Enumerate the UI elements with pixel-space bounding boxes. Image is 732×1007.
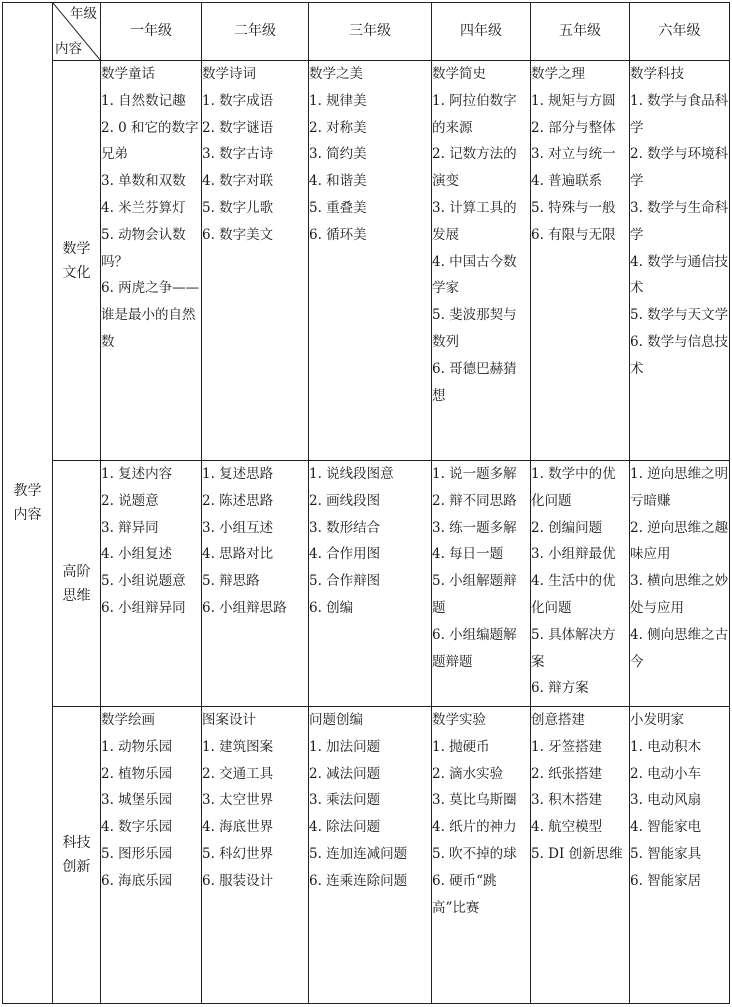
list-item: 1. 自然数记趣 xyxy=(101,92,186,109)
list-item: 4. 生活中的优化问题 xyxy=(531,573,616,616)
list-item: 5. 小组解题辩题 xyxy=(432,573,517,616)
grade-header-6: 六年级 xyxy=(630,3,730,61)
list-item: 6. 哥德巴赫猜想 xyxy=(432,360,517,404)
list-item: 2. 创编问题 xyxy=(531,519,603,536)
list-item: 5. 特殊与一般 xyxy=(531,199,616,216)
math-culture-row xyxy=(3,61,730,461)
cell-item-list xyxy=(432,88,530,410)
list-item: 3. 莫比乌斯圈 xyxy=(432,792,517,809)
grade-header-4: 四年级 xyxy=(432,3,531,61)
list-item: 6. 辩方案 xyxy=(531,680,589,697)
cell-item-list xyxy=(630,88,729,383)
list-item: 6. 服装设计 xyxy=(202,872,274,889)
list-item: 4. 数字乐园 xyxy=(101,819,173,836)
list-item: 4. 中国古今数学家 xyxy=(432,253,517,297)
teaching-content-label xyxy=(3,3,53,1004)
list-item: 5. 动物会认数吗？ xyxy=(101,226,186,270)
content-cell-grade-5 xyxy=(531,461,630,707)
list-item: 4. 侧向思维之古今 xyxy=(630,626,729,670)
grade-header-5: 五年级 xyxy=(531,3,630,61)
content-cell-grade-6 xyxy=(630,61,730,461)
list-item: 3. 单数和双数 xyxy=(101,173,186,190)
list-item: 3. 辩异同 xyxy=(101,519,159,536)
cell-item-list xyxy=(202,734,308,895)
category-label: 高阶思维 xyxy=(62,563,91,604)
list-item: 3. 简约美 xyxy=(309,146,367,163)
list-item: 1. 电动积木 xyxy=(630,738,702,755)
list-item: 2. 滴水实验 xyxy=(432,765,504,782)
list-item: 4. 每日一题 xyxy=(432,546,504,563)
header-row xyxy=(3,3,730,61)
list-item: 6. 两虎之争——谁是最小的自然数 xyxy=(101,280,200,350)
list-item: 4. 合作用图 xyxy=(309,546,381,563)
cell-title: 数学简史 xyxy=(432,66,486,82)
list-item: 5. 图形乐园 xyxy=(101,845,173,862)
content-cell-grade-2 xyxy=(202,461,309,707)
list-item: 6. 有限与无限 xyxy=(531,226,616,243)
grade-header-3: 三年级 xyxy=(309,3,432,61)
list-item: 3. 小组互述 xyxy=(202,519,274,536)
content-cell-grade-4 xyxy=(432,461,531,707)
higher-thinking-row xyxy=(3,461,730,707)
list-item: 2. 0 和它的数字兄弟 xyxy=(101,119,199,163)
list-item: 1. 动物乐园 xyxy=(101,738,173,755)
list-item: 6. 数字美文 xyxy=(202,226,274,243)
list-item: 5. 数字儿歌 xyxy=(202,199,274,216)
corner-content-label: 内容 xyxy=(55,41,82,57)
cell-title: 问题创编 xyxy=(309,712,363,728)
list-item: 4. 除法问题 xyxy=(309,819,381,836)
list-item: 6. 数学与信息技术 xyxy=(630,333,729,377)
list-item: 4. 智能家电 xyxy=(630,819,702,836)
grade-header-1: 一年级 xyxy=(101,3,202,61)
list-item: 5. 重叠美 xyxy=(309,199,367,216)
cell-title: 数学绘画 xyxy=(101,712,155,728)
grade-header-2: 二年级 xyxy=(202,3,309,61)
list-item: 2. 减法问题 xyxy=(309,765,381,782)
list-item: 3. 数字古诗 xyxy=(202,146,274,163)
cell-item-list xyxy=(309,734,431,895)
list-item: 4. 思路对比 xyxy=(202,546,274,563)
list-item: 2. 植物乐园 xyxy=(101,765,173,782)
list-item: 5. 具体解决方案 xyxy=(531,626,616,670)
category-label-cell xyxy=(53,707,101,1004)
list-item: 5. 智能家具 xyxy=(630,845,702,862)
list-item: 3. 积木搭建 xyxy=(531,792,603,809)
list-item: 6. 智能家居 xyxy=(630,872,702,889)
list-item: 2. 辩不同思路 xyxy=(432,492,517,509)
list-item: 6. 连乘连除问题 xyxy=(309,872,408,889)
list-item: 1. 数学中的优化问题 xyxy=(531,466,616,509)
list-item: 4. 数字对联 xyxy=(202,173,274,190)
cell-item-list xyxy=(531,734,629,868)
list-item: 5. 斐波那契与数列 xyxy=(432,307,517,350)
list-item: 3. 数形结合 xyxy=(309,519,381,536)
list-item: 3. 计算工具的发展 xyxy=(432,199,517,243)
cell-item-list xyxy=(630,734,729,895)
list-item: 3. 乘法问题 xyxy=(309,792,381,809)
list-item: 1. 牙签搭建 xyxy=(531,738,603,755)
list-item: 4. 航空模型 xyxy=(531,819,603,836)
list-item: 1. 规矩与方圆 xyxy=(531,92,616,109)
cell-title: 创意搭建 xyxy=(531,712,585,728)
cell-title: 小发明家 xyxy=(630,712,684,728)
list-item: 1. 建筑图案 xyxy=(202,738,274,755)
list-item: 5. 吹不掉的球 xyxy=(432,845,517,862)
cell-item-list xyxy=(309,461,431,622)
table-body xyxy=(3,3,730,1004)
cell-title: 数学诗词 xyxy=(202,66,256,82)
list-item: 5. DI 创新思维 xyxy=(531,845,623,862)
list-item: 2. 画线段图 xyxy=(309,492,381,509)
list-item: 5. 辩思路 xyxy=(202,573,260,590)
cell-title: 数学之理 xyxy=(531,66,585,82)
list-item: 1. 数学与食品科学 xyxy=(630,92,729,136)
header-corner-cell xyxy=(53,3,101,61)
cell-title: 数学之美 xyxy=(309,66,363,82)
content-cell-grade-3 xyxy=(309,461,432,707)
list-item: 1. 阿拉伯数字的来源 xyxy=(432,92,517,136)
content-cell-grade-4 xyxy=(432,707,531,1004)
list-item: 1. 规律美 xyxy=(309,92,367,109)
list-item: 1. 说线段图意 xyxy=(309,466,394,482)
cell-item-list xyxy=(432,734,530,922)
list-item: 6. 小组辩思路 xyxy=(202,599,287,616)
category-label: 数学文化 xyxy=(62,240,91,281)
list-item: 3. 太空世界 xyxy=(202,792,274,809)
list-item: 3. 小组辩最优 xyxy=(531,546,616,563)
list-item: 6. 创编 xyxy=(309,599,354,616)
cell-title: 数学童话 xyxy=(101,66,155,82)
list-item: 1. 复述思路 xyxy=(202,466,274,482)
corner-grade-label: 年级 xyxy=(70,6,97,22)
list-item: 5. 小组说题意 xyxy=(101,573,186,590)
list-item: 3. 电动风扇 xyxy=(630,792,702,809)
cell-item-list xyxy=(630,461,729,675)
list-item: 2. 对称美 xyxy=(309,119,367,136)
content-cell-grade-5 xyxy=(531,61,630,461)
cell-item-list xyxy=(202,88,308,249)
list-item: 2. 纸张搭建 xyxy=(531,765,603,782)
cell-item-list xyxy=(101,88,201,356)
cell-item-list xyxy=(101,734,201,895)
list-item: 4. 小组复述 xyxy=(101,546,173,563)
list-item: 2. 逆向思维之趣味应用 xyxy=(630,519,729,563)
curriculum-table xyxy=(2,2,730,1004)
list-item: 6. 小组辩异同 xyxy=(101,599,186,616)
content-cell-grade-4 xyxy=(432,61,531,461)
cell-item-list xyxy=(202,461,308,622)
list-item: 6. 海底乐园 xyxy=(101,872,173,889)
list-item: 4. 数学与通信技术 xyxy=(630,253,729,297)
list-item: 4. 纸片的神力 xyxy=(432,819,517,836)
cell-item-list xyxy=(531,461,629,702)
list-item: 2. 陈述思路 xyxy=(202,492,274,509)
list-item: 4. 米兰芬算灯 xyxy=(101,199,186,216)
content-cell-grade-5 xyxy=(531,707,630,1004)
content-cell-grade-2 xyxy=(202,707,309,1004)
list-item: 3. 练一题多解 xyxy=(432,519,517,536)
list-item: 2. 记数方法的演变 xyxy=(432,146,517,190)
list-item: 5. 数学与天文学 xyxy=(630,307,729,324)
content-cell-grade-6 xyxy=(630,461,730,707)
list-item: 1. 数字成语 xyxy=(202,92,274,109)
list-item: 2. 数字谜语 xyxy=(202,119,274,136)
content-cell-grade-1 xyxy=(101,707,202,1004)
content-cell-grade-2 xyxy=(202,61,309,461)
list-item: 2. 交通工具 xyxy=(202,765,274,782)
content-cell-grade-3 xyxy=(309,61,432,461)
category-label-cell xyxy=(53,461,101,707)
cell-item-list xyxy=(432,461,530,675)
content-cell-grade-3 xyxy=(309,707,432,1004)
list-item: 5. 科幻世界 xyxy=(202,845,274,862)
list-item: 6. 硬币“跳高”比赛 xyxy=(432,872,497,916)
category-label: 科技创新 xyxy=(62,835,91,875)
list-item: 1. 逆向思维之明亏暗赚 xyxy=(630,466,729,509)
content-cell-grade-1 xyxy=(101,461,202,707)
cell-title: 数学实验 xyxy=(432,712,486,728)
cell-item-list xyxy=(531,88,629,249)
list-item: 4. 普遍联系 xyxy=(531,173,603,190)
list-item: 5. 连加连减问题 xyxy=(309,845,408,862)
list-item: 2. 说题意 xyxy=(101,492,159,509)
category-label-cell xyxy=(53,61,101,461)
list-item: 4. 海底世界 xyxy=(202,819,274,836)
list-item: 6. 小组编题解题辩题 xyxy=(432,626,517,670)
list-item: 2. 电动小车 xyxy=(630,765,702,782)
teaching-content-text: 教学内容 xyxy=(13,483,42,523)
cell-title: 数学科技 xyxy=(630,66,684,82)
list-item: 4. 和谐美 xyxy=(309,173,367,190)
list-item: 3. 横向思维之妙处与应用 xyxy=(630,573,729,616)
list-item: 1. 说一题多解 xyxy=(432,466,517,482)
cell-item-list xyxy=(309,88,431,249)
content-cell-grade-1 xyxy=(101,61,202,461)
list-item: 1. 抛硬币 xyxy=(432,738,490,755)
list-item: 6. 循环美 xyxy=(309,226,367,243)
list-item: 2. 部分与整体 xyxy=(531,119,616,136)
list-item: 3. 城堡乐园 xyxy=(101,792,173,809)
tech-innovation-row xyxy=(3,707,730,1004)
list-item: 2. 数学与环境科学 xyxy=(630,146,729,190)
list-item: 3. 对立与统一 xyxy=(531,146,616,163)
cell-item-list xyxy=(101,461,201,622)
cell-title: 图案设计 xyxy=(202,712,256,728)
list-item: 1. 复述内容 xyxy=(101,466,173,482)
list-item: 1. 加法问题 xyxy=(309,738,381,755)
list-item: 5. 合作辩图 xyxy=(309,573,381,590)
list-item: 3. 数学与生命科学 xyxy=(630,199,729,243)
content-cell-grade-6 xyxy=(630,707,730,1004)
